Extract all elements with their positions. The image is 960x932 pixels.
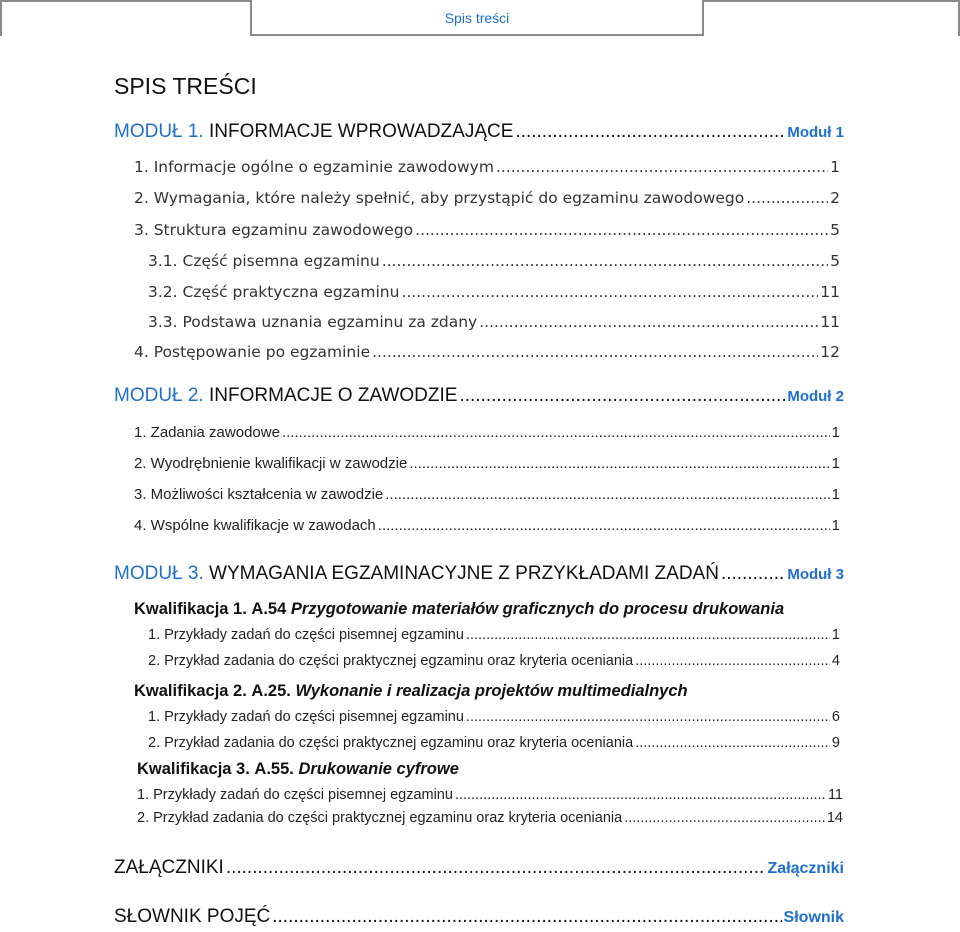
- module-1-title: INFORMACJE WPROWADZAJĄCE: [209, 121, 514, 142]
- toc-attachments[interactable]: [114, 857, 844, 879]
- toc-entry-page: 14: [826, 810, 843, 826]
- leader-dots: [455, 787, 826, 803]
- toc-entry[interactable]: [134, 486, 840, 503]
- toc-entry-page: 4: [831, 653, 840, 669]
- leader-dots: [624, 810, 825, 826]
- qualification-label: Kwalifikacja 2.: [134, 682, 247, 700]
- toc-entry[interactable]: [148, 735, 840, 751]
- toc-entry-page: 5: [830, 221, 840, 239]
- toc-entry[interactable]: [148, 313, 840, 331]
- toc-entry[interactable]: [148, 627, 840, 643]
- module-3-number: MODUŁ 3.: [114, 563, 204, 584]
- toc-entry-label: 2. Przykład zadania do części praktycznej egzaminu oraz kryteria oceniania: [148, 653, 634, 669]
- toc-entry-page: 1: [830, 158, 840, 176]
- toc-entry-page: 1: [831, 486, 840, 503]
- toc-glossary[interactable]: [114, 906, 844, 928]
- toc-entry-label: 2. Przykład zadania do części praktycznej egzaminu oraz kryteria oceniania: [148, 735, 634, 751]
- leader-dots: [409, 455, 829, 472]
- leader-dots: [272, 906, 781, 928]
- leader-dots: [226, 857, 766, 879]
- attachments-title: ZAŁĄCZNIKI: [114, 857, 224, 878]
- leader-dots: [459, 385, 785, 407]
- toc-entry[interactable]: [134, 517, 840, 534]
- toc-entry-label: 3.3. Podstawa uznania egzaminu za zdany: [148, 313, 478, 331]
- toc-entry[interactable]: [148, 709, 840, 725]
- leader-dots: [479, 313, 818, 331]
- leader-dots: [466, 709, 830, 725]
- toc-module-2[interactable]: [114, 385, 844, 407]
- toc-entry-label: 1. Przykłady zadań do części pisemnej egzaminu: [148, 709, 464, 725]
- leader-dots: [282, 424, 830, 441]
- qualification-heading[interactable]: [134, 682, 688, 701]
- toc-entry-label: 3.1. Część pisemna egzaminu: [148, 252, 380, 270]
- toc-entry[interactable]: [148, 653, 840, 669]
- leader-dots: [401, 283, 818, 301]
- toc-entry-label: 3. Możliwości kształcenia w zawodzie: [134, 486, 384, 503]
- qualification-label: Kwalifikacja 1.: [134, 600, 247, 618]
- qualification-heading[interactable]: [134, 600, 784, 619]
- toc-entry[interactable]: [134, 189, 840, 207]
- module-2-page: Moduł 2: [787, 388, 844, 405]
- toc-entry[interactable]: [134, 343, 840, 361]
- toc-entry-label: 4. Postępowanie po egzaminie: [134, 343, 371, 361]
- leader-dots: [635, 735, 830, 751]
- toc-entry-page: 9: [831, 735, 840, 751]
- toc-entry-label: 1. Przykłady zadań do części pisemnej egzaminu: [137, 787, 453, 803]
- qualification-label: Kwalifikacja 3.: [137, 760, 250, 778]
- toc-entry-label: 3. Struktura egzaminu zawodowego: [134, 221, 414, 239]
- toc-module-3[interactable]: [114, 563, 844, 585]
- qualification-code: A.54: [251, 600, 287, 618]
- toc-entry-page: 12: [820, 343, 840, 361]
- leader-dots: [635, 653, 830, 669]
- header-tab: [250, 0, 704, 36]
- toc-entry-page: 2: [830, 189, 840, 207]
- toc-title: SPIS TREŚCI: [114, 73, 257, 99]
- toc-entry[interactable]: [134, 424, 840, 441]
- toc-entry-page: 11: [820, 283, 840, 301]
- toc-entry[interactable]: [134, 455, 840, 472]
- leader-dots: [415, 221, 828, 239]
- qualification-name: Drukowanie cyfrowe: [298, 760, 459, 778]
- qualification-code: A.25.: [251, 682, 291, 700]
- toc-entry-page: 11: [827, 787, 843, 803]
- module-2-number: MODUŁ 2.: [114, 385, 204, 406]
- toc-entry[interactable]: [137, 810, 843, 826]
- toc-entry-label: 1. Zadania zawodowe: [134, 424, 280, 441]
- leader-dots: [382, 252, 828, 270]
- module-2-title: INFORMACJE O ZAWODZIE: [209, 385, 458, 406]
- qualification-code: A.55.: [254, 760, 294, 778]
- qualification-name: Przygotowanie materiałów graficznych do procesu drukowania: [290, 600, 785, 618]
- toc-entry[interactable]: [134, 221, 840, 239]
- leader-dots: [385, 486, 829, 503]
- toc-entry-label: 2. Wyodrębnienie kwalifikacji w zawodzie: [134, 455, 408, 472]
- toc-entry-page: 11: [820, 313, 840, 331]
- toc-entry-label: 1. Przykłady zadań do części pisemnej egzaminu: [148, 627, 464, 643]
- toc-module-1[interactable]: [114, 121, 844, 143]
- toc-entry-label: 1. Informacje ogólne o egzaminie zawodowym: [134, 158, 494, 176]
- leader-dots: [515, 121, 785, 143]
- toc-entry-label: 2. Wymagania, które należy spełnić, aby przystąpić do egzaminu zawodowego: [134, 189, 745, 207]
- leader-dots: [466, 627, 830, 643]
- glossary-page: Słownik: [783, 909, 844, 926]
- qualification-name: Wykonanie i realizacja projektów multimedialnych: [295, 682, 688, 700]
- toc-entry[interactable]: [134, 158, 840, 176]
- toc-entry[interactable]: [148, 283, 840, 301]
- toc-entry[interactable]: [148, 252, 840, 270]
- toc-entry[interactable]: [137, 787, 843, 803]
- module-3-title: WYMAGANIA EGZAMINACYJNE Z PRZYKŁADAMI ZADAŃ: [209, 563, 719, 584]
- toc-entry-label: 3.2. Część praktyczna egzaminu: [148, 283, 400, 301]
- module-1-page: Moduł 1: [787, 124, 844, 141]
- toc-entry-label: 2. Przykład zadania do części praktycznej egzaminu oraz kryteria oceniania: [137, 810, 623, 826]
- leader-dots: [378, 517, 830, 534]
- toc-entry-page: 5: [830, 252, 840, 270]
- leader-dots: [496, 158, 828, 176]
- toc-entry-page: 1: [831, 455, 840, 472]
- toc-entry-page: 1: [831, 424, 840, 441]
- toc-entry-page: 6: [831, 709, 840, 725]
- header-tab-label: Spis treści: [444, 10, 510, 26]
- toc-entry-page: 1: [831, 627, 840, 643]
- toc-entry-page: 1: [831, 517, 840, 534]
- toc-entry-label: 4. Wspólne kwalifikacje w zawodach: [134, 517, 376, 534]
- leader-dots: [372, 343, 818, 361]
- glossary-title: SŁOWNIK POJĘĆ: [114, 906, 271, 927]
- leader-dots: [746, 189, 828, 207]
- attachments-page: Załączniki: [767, 860, 844, 877]
- module-1-number: MODUŁ 1.: [114, 121, 204, 142]
- leader-dots: [721, 563, 785, 585]
- qualification-heading[interactable]: [137, 760, 459, 779]
- module-3-page: Moduł 3: [787, 566, 844, 583]
